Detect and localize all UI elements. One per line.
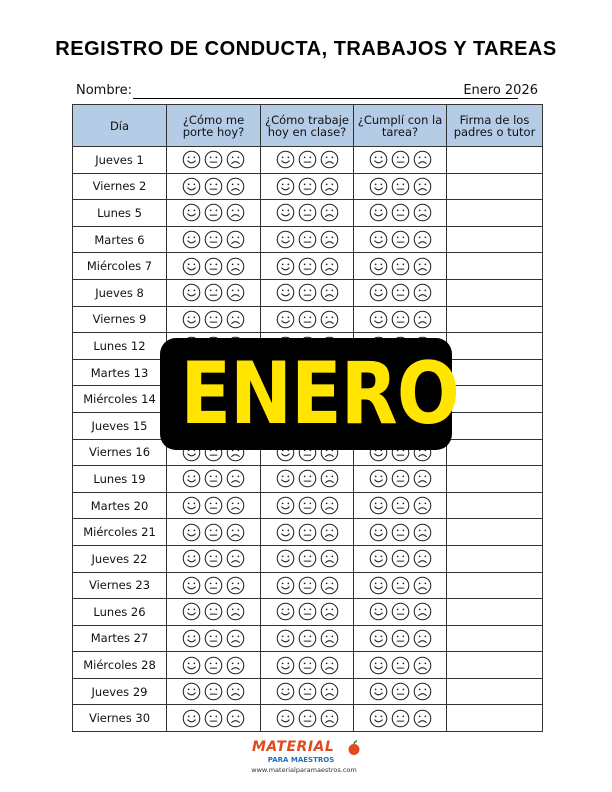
- signature-cell[interactable]: [447, 279, 543, 306]
- sad-face-icon[interactable]: [226, 203, 245, 222]
- table-row: [73, 200, 543, 227]
- classwork-rating-cell: [261, 466, 354, 493]
- sad-face-icon[interactable]: [320, 469, 339, 488]
- behavior-rating-cell: [167, 279, 261, 306]
- happy-face-icon[interactable]: [182, 629, 201, 648]
- sad-face-icon[interactable]: [226, 496, 245, 515]
- happy-face-icon[interactable]: [369, 682, 388, 701]
- month-banner-text: ENERO: [180, 344, 459, 444]
- sad-face-icon[interactable]: [320, 682, 339, 701]
- sad-face-icon[interactable]: [413, 150, 432, 169]
- neutral-face-icon[interactable]: [298, 629, 317, 648]
- homework-rating-cell: [354, 678, 447, 705]
- month-label: Enero 2026: [463, 83, 538, 98]
- neutral-face-icon[interactable]: [298, 496, 317, 515]
- happy-face-icon[interactable]: [276, 656, 295, 675]
- neutral-face-icon[interactable]: [298, 230, 317, 249]
- day-cell: Martes 20: [73, 492, 167, 519]
- happy-face-icon[interactable]: [182, 257, 201, 276]
- name-row: [76, 82, 538, 102]
- neutral-face-icon[interactable]: [204, 576, 223, 595]
- table-row: [73, 147, 543, 174]
- classwork-rating-cell: [261, 599, 354, 626]
- day-cell: Jueves 15: [73, 412, 167, 439]
- sad-face-icon[interactable]: [413, 469, 432, 488]
- happy-face-icon[interactable]: [276, 257, 295, 276]
- day-cell: Jueves 1: [73, 147, 167, 174]
- signature-cell[interactable]: [447, 306, 543, 333]
- behavior-rating-cell: [167, 678, 261, 705]
- behavior-rating-cell: [167, 200, 261, 227]
- day-cell: Viernes 16: [73, 439, 167, 466]
- sad-face-icon[interactable]: [226, 602, 245, 621]
- sad-face-icon[interactable]: [413, 682, 432, 701]
- behavior-rating-cell: [167, 625, 261, 652]
- table-row: [73, 519, 543, 546]
- table-row: [73, 253, 543, 280]
- classwork-rating-cell: [261, 306, 354, 333]
- neutral-face-icon[interactable]: [391, 496, 410, 515]
- signature-cell[interactable]: [447, 492, 543, 519]
- happy-face-icon[interactable]: [369, 602, 388, 621]
- neutral-face-icon[interactable]: [298, 257, 317, 276]
- neutral-face-icon[interactable]: [204, 709, 223, 728]
- behavior-rating-cell: [167, 466, 261, 493]
- neutral-face-icon[interactable]: [204, 203, 223, 222]
- neutral-face-icon[interactable]: [391, 549, 410, 568]
- happy-face-icon[interactable]: [369, 656, 388, 675]
- neutral-face-icon[interactable]: [391, 230, 410, 249]
- happy-face-icon[interactable]: [369, 523, 388, 542]
- happy-face-icon[interactable]: [182, 576, 201, 595]
- logo-word: MATERIAL: [252, 739, 335, 755]
- table-row: [73, 279, 543, 306]
- header-classwork: ¿Cómo trabaje hoy en clase?: [261, 105, 354, 147]
- happy-face-icon[interactable]: [369, 203, 388, 222]
- neutral-face-icon[interactable]: [204, 469, 223, 488]
- homework-rating-cell: [354, 253, 447, 280]
- table-row: [73, 466, 543, 493]
- neutral-face-icon[interactable]: [391, 629, 410, 648]
- sad-face-icon[interactable]: [226, 629, 245, 648]
- signature-cell[interactable]: [447, 386, 543, 413]
- happy-face-icon[interactable]: [182, 203, 201, 222]
- sad-face-icon[interactable]: [413, 177, 432, 196]
- neutral-face-icon[interactable]: [298, 177, 317, 196]
- page-title: REGISTRO DE CONDUCTA, TRABAJOS Y TAREAS: [55, 38, 557, 60]
- happy-face-icon[interactable]: [369, 629, 388, 648]
- neutral-face-icon[interactable]: [204, 177, 223, 196]
- sad-face-icon[interactable]: [320, 656, 339, 675]
- sad-face-icon[interactable]: [320, 602, 339, 621]
- signature-cell[interactable]: [447, 599, 543, 626]
- neutral-face-icon[interactable]: [204, 310, 223, 329]
- happy-face-icon[interactable]: [276, 310, 295, 329]
- classwork-rating-cell: [261, 279, 354, 306]
- sad-face-icon[interactable]: [226, 283, 245, 302]
- neutral-face-icon[interactable]: [298, 150, 317, 169]
- day-cell: Viernes 23: [73, 572, 167, 599]
- day-cell: Martes 27: [73, 625, 167, 652]
- signature-cell[interactable]: [447, 439, 543, 466]
- table-row: [73, 492, 543, 519]
- day-cell: Miércoles 14: [73, 386, 167, 413]
- neutral-face-icon[interactable]: [298, 656, 317, 675]
- table-row: [73, 678, 543, 705]
- signature-cell[interactable]: [447, 412, 543, 439]
- homework-rating-cell: [354, 652, 447, 679]
- neutral-face-icon[interactable]: [204, 230, 223, 249]
- neutral-face-icon[interactable]: [391, 523, 410, 542]
- classwork-rating-cell: [261, 678, 354, 705]
- signature-cell[interactable]: [447, 200, 543, 227]
- neutral-face-icon[interactable]: [298, 469, 317, 488]
- homework-rating-cell: [354, 572, 447, 599]
- homework-rating-cell: [354, 599, 447, 626]
- classwork-rating-cell: [261, 625, 354, 652]
- behavior-rating-cell: [167, 306, 261, 333]
- sad-face-icon[interactable]: [320, 709, 339, 728]
- sad-face-icon[interactable]: [320, 283, 339, 302]
- homework-rating-cell: [354, 279, 447, 306]
- signature-cell[interactable]: [447, 545, 543, 572]
- happy-face-icon[interactable]: [369, 283, 388, 302]
- sad-face-icon[interactable]: [226, 656, 245, 675]
- classwork-rating-cell: [261, 545, 354, 572]
- neutral-face-icon[interactable]: [391, 310, 410, 329]
- signature-cell[interactable]: [447, 652, 543, 679]
- happy-face-icon[interactable]: [276, 549, 295, 568]
- homework-rating-cell: [354, 306, 447, 333]
- behavior-rating-cell: [167, 253, 261, 280]
- sad-face-icon[interactable]: [226, 310, 245, 329]
- sad-face-icon[interactable]: [413, 257, 432, 276]
- table-row: [73, 226, 543, 253]
- happy-face-icon[interactable]: [276, 283, 295, 302]
- neutral-face-icon[interactable]: [298, 283, 317, 302]
- table-row: [73, 599, 543, 626]
- sad-face-icon[interactable]: [320, 203, 339, 222]
- sad-face-icon[interactable]: [413, 549, 432, 568]
- classwork-rating-cell: [261, 200, 354, 227]
- day-cell: Viernes 30: [73, 705, 167, 732]
- sad-face-icon[interactable]: [413, 283, 432, 302]
- table-row: [73, 652, 543, 679]
- behavior-rating-cell: [167, 599, 261, 626]
- apple-icon: [346, 740, 362, 756]
- signature-cell[interactable]: [447, 253, 543, 280]
- table-row: [73, 705, 543, 732]
- happy-face-icon[interactable]: [276, 150, 295, 169]
- day-cell: Lunes 5: [73, 200, 167, 227]
- neutral-face-icon[interactable]: [298, 576, 317, 595]
- signature-cell[interactable]: [447, 625, 543, 652]
- neutral-face-icon[interactable]: [204, 629, 223, 648]
- header-day: Día: [73, 105, 167, 147]
- sad-face-icon[interactable]: [413, 523, 432, 542]
- happy-face-icon[interactable]: [182, 230, 201, 249]
- homework-rating-cell: [354, 705, 447, 732]
- homework-rating-cell: [354, 200, 447, 227]
- happy-face-icon[interactable]: [276, 496, 295, 515]
- neutral-face-icon[interactable]: [204, 496, 223, 515]
- behavior-rating-cell: [167, 572, 261, 599]
- happy-face-icon[interactable]: [369, 257, 388, 276]
- happy-face-icon[interactable]: [276, 709, 295, 728]
- homework-rating-cell: [354, 466, 447, 493]
- homework-rating-cell: [354, 173, 447, 200]
- happy-face-icon[interactable]: [369, 177, 388, 196]
- happy-face-icon[interactable]: [276, 203, 295, 222]
- happy-face-icon[interactable]: [182, 496, 201, 515]
- neutral-face-icon[interactable]: [391, 150, 410, 169]
- day-cell: Miércoles 21: [73, 519, 167, 546]
- day-cell: Martes 6: [73, 226, 167, 253]
- table-row: [73, 625, 543, 652]
- sad-face-icon[interactable]: [413, 656, 432, 675]
- table-row: [73, 306, 543, 333]
- happy-face-icon[interactable]: [276, 469, 295, 488]
- sad-face-icon[interactable]: [413, 576, 432, 595]
- neutral-face-icon[interactable]: [391, 656, 410, 675]
- day-cell: Jueves 29: [73, 678, 167, 705]
- signature-cell[interactable]: [447, 678, 543, 705]
- sad-face-icon[interactable]: [413, 230, 432, 249]
- signature-cell[interactable]: [447, 333, 543, 360]
- behavior-rating-cell: [167, 226, 261, 253]
- happy-face-icon[interactable]: [182, 549, 201, 568]
- day-cell: Lunes 26: [73, 599, 167, 626]
- happy-face-icon[interactable]: [369, 310, 388, 329]
- sad-face-icon[interactable]: [413, 310, 432, 329]
- sad-face-icon[interactable]: [320, 523, 339, 542]
- neutral-face-icon[interactable]: [298, 523, 317, 542]
- sad-face-icon[interactable]: [226, 523, 245, 542]
- day-cell: Martes 13: [73, 359, 167, 386]
- sad-face-icon[interactable]: [226, 576, 245, 595]
- sad-face-icon[interactable]: [226, 230, 245, 249]
- neutral-face-icon[interactable]: [298, 203, 317, 222]
- homework-rating-cell: [354, 147, 447, 174]
- signature-cell[interactable]: [447, 147, 543, 174]
- happy-face-icon[interactable]: [182, 656, 201, 675]
- signature-cell[interactable]: [447, 226, 543, 253]
- behavior-rating-cell: [167, 147, 261, 174]
- neutral-face-icon[interactable]: [298, 682, 317, 701]
- happy-face-icon[interactable]: [369, 469, 388, 488]
- day-cell: Jueves 22: [73, 545, 167, 572]
- happy-face-icon[interactable]: [182, 709, 201, 728]
- neutral-face-icon[interactable]: [391, 203, 410, 222]
- neutral-face-icon[interactable]: [204, 150, 223, 169]
- neutral-face-icon[interactable]: [204, 682, 223, 701]
- sad-face-icon[interactable]: [413, 203, 432, 222]
- happy-face-icon[interactable]: [369, 549, 388, 568]
- signature-cell[interactable]: [447, 705, 543, 732]
- neutral-face-icon[interactable]: [298, 549, 317, 568]
- happy-face-icon[interactable]: [369, 576, 388, 595]
- sad-face-icon[interactable]: [413, 602, 432, 621]
- classwork-rating-cell: [261, 173, 354, 200]
- happy-face-icon[interactable]: [276, 629, 295, 648]
- classwork-rating-cell: [261, 253, 354, 280]
- happy-face-icon[interactable]: [276, 602, 295, 621]
- day-cell: Lunes 19: [73, 466, 167, 493]
- neutral-face-icon[interactable]: [391, 257, 410, 276]
- sad-face-icon[interactable]: [226, 177, 245, 196]
- signature-cell[interactable]: [447, 466, 543, 493]
- classwork-rating-cell: [261, 519, 354, 546]
- sad-face-icon[interactable]: [320, 177, 339, 196]
- happy-face-icon[interactable]: [369, 150, 388, 169]
- classwork-rating-cell: [261, 652, 354, 679]
- sad-face-icon[interactable]: [413, 629, 432, 648]
- sad-face-icon[interactable]: [226, 549, 245, 568]
- neutral-face-icon[interactable]: [391, 576, 410, 595]
- neutral-face-icon[interactable]: [391, 602, 410, 621]
- table-row: [73, 572, 543, 599]
- behavior-rating-cell: [167, 545, 261, 572]
- day-cell: Miércoles 7: [73, 253, 167, 280]
- sad-face-icon[interactable]: [320, 230, 339, 249]
- logo-url: www.materialparamaestros.com: [251, 766, 357, 774]
- happy-face-icon[interactable]: [182, 523, 201, 542]
- neutral-face-icon[interactable]: [298, 602, 317, 621]
- neutral-face-icon[interactable]: [391, 177, 410, 196]
- neutral-face-icon[interactable]: [204, 257, 223, 276]
- happy-face-icon[interactable]: [369, 496, 388, 515]
- sad-face-icon[interactable]: [226, 469, 245, 488]
- sad-face-icon[interactable]: [226, 257, 245, 276]
- sad-face-icon[interactable]: [320, 257, 339, 276]
- name-line: [133, 98, 518, 99]
- header-homework: ¿Cumplí con la tarea?: [354, 105, 447, 147]
- neutral-face-icon[interactable]: [298, 709, 317, 728]
- homework-rating-cell: [354, 226, 447, 253]
- happy-face-icon[interactable]: [276, 230, 295, 249]
- classwork-rating-cell: [261, 147, 354, 174]
- neutral-face-icon[interactable]: [204, 602, 223, 621]
- sad-face-icon[interactable]: [226, 682, 245, 701]
- sad-face-icon[interactable]: [320, 310, 339, 329]
- happy-face-icon[interactable]: [276, 682, 295, 701]
- homework-rating-cell: [354, 625, 447, 652]
- signature-cell[interactable]: [447, 572, 543, 599]
- neutral-face-icon[interactable]: [391, 682, 410, 701]
- header-behavior: ¿Cómo me porte hoy?: [167, 105, 261, 147]
- neutral-face-icon[interactable]: [298, 310, 317, 329]
- sad-face-icon[interactable]: [320, 549, 339, 568]
- happy-face-icon[interactable]: [182, 682, 201, 701]
- name-label: Nombre:: [76, 83, 133, 98]
- neutral-face-icon[interactable]: [204, 549, 223, 568]
- day-cell: Lunes 12: [73, 333, 167, 360]
- sad-face-icon[interactable]: [413, 496, 432, 515]
- happy-face-icon[interactable]: [182, 177, 201, 196]
- homework-rating-cell: [354, 519, 447, 546]
- neutral-face-icon[interactable]: [391, 709, 410, 728]
- behavior-rating-cell: [167, 519, 261, 546]
- happy-face-icon[interactable]: [369, 230, 388, 249]
- classwork-rating-cell: [261, 705, 354, 732]
- signature-cell[interactable]: [447, 359, 543, 386]
- sad-face-icon[interactable]: [320, 629, 339, 648]
- day-cell: Viernes 2: [73, 173, 167, 200]
- sad-face-icon[interactable]: [320, 576, 339, 595]
- day-cell: Viernes 9: [73, 306, 167, 333]
- behavior-rating-cell: [167, 705, 261, 732]
- neutral-face-icon[interactable]: [204, 283, 223, 302]
- day-cell: Miércoles 28: [73, 652, 167, 679]
- homework-rating-cell: [354, 545, 447, 572]
- happy-face-icon[interactable]: [276, 576, 295, 595]
- happy-face-icon[interactable]: [369, 709, 388, 728]
- sad-face-icon[interactable]: [226, 150, 245, 169]
- sad-face-icon[interactable]: [413, 709, 432, 728]
- brand-logo: [246, 738, 362, 778]
- signature-cell[interactable]: [447, 173, 543, 200]
- sad-face-icon[interactable]: [226, 709, 245, 728]
- happy-face-icon[interactable]: [276, 177, 295, 196]
- happy-face-icon[interactable]: [276, 523, 295, 542]
- table-row: [73, 545, 543, 572]
- day-cell: Jueves 8: [73, 279, 167, 306]
- sad-face-icon[interactable]: [320, 150, 339, 169]
- neutral-face-icon[interactable]: [204, 523, 223, 542]
- happy-face-icon[interactable]: [182, 310, 201, 329]
- sad-face-icon[interactable]: [320, 496, 339, 515]
- classwork-rating-cell: [261, 492, 354, 519]
- happy-face-icon[interactable]: [182, 150, 201, 169]
- logo-subtitle: PARA MAESTROS: [267, 756, 335, 764]
- neutral-face-icon[interactable]: [391, 283, 410, 302]
- behavior-rating-cell: [167, 173, 261, 200]
- neutral-face-icon[interactable]: [391, 469, 410, 488]
- happy-face-icon[interactable]: [182, 283, 201, 302]
- homework-rating-cell: [354, 492, 447, 519]
- header-signature: Firma de los padres o tutor: [447, 105, 543, 147]
- happy-face-icon[interactable]: [182, 469, 201, 488]
- classwork-rating-cell: [261, 572, 354, 599]
- behavior-rating-cell: [167, 492, 261, 519]
- happy-face-icon[interactable]: [182, 602, 201, 621]
- table-header-row: [73, 105, 543, 147]
- signature-cell[interactable]: [447, 519, 543, 546]
- neutral-face-icon[interactable]: [204, 656, 223, 675]
- table-row: [73, 173, 543, 200]
- classwork-rating-cell: [261, 226, 354, 253]
- behavior-rating-cell: [167, 652, 261, 679]
